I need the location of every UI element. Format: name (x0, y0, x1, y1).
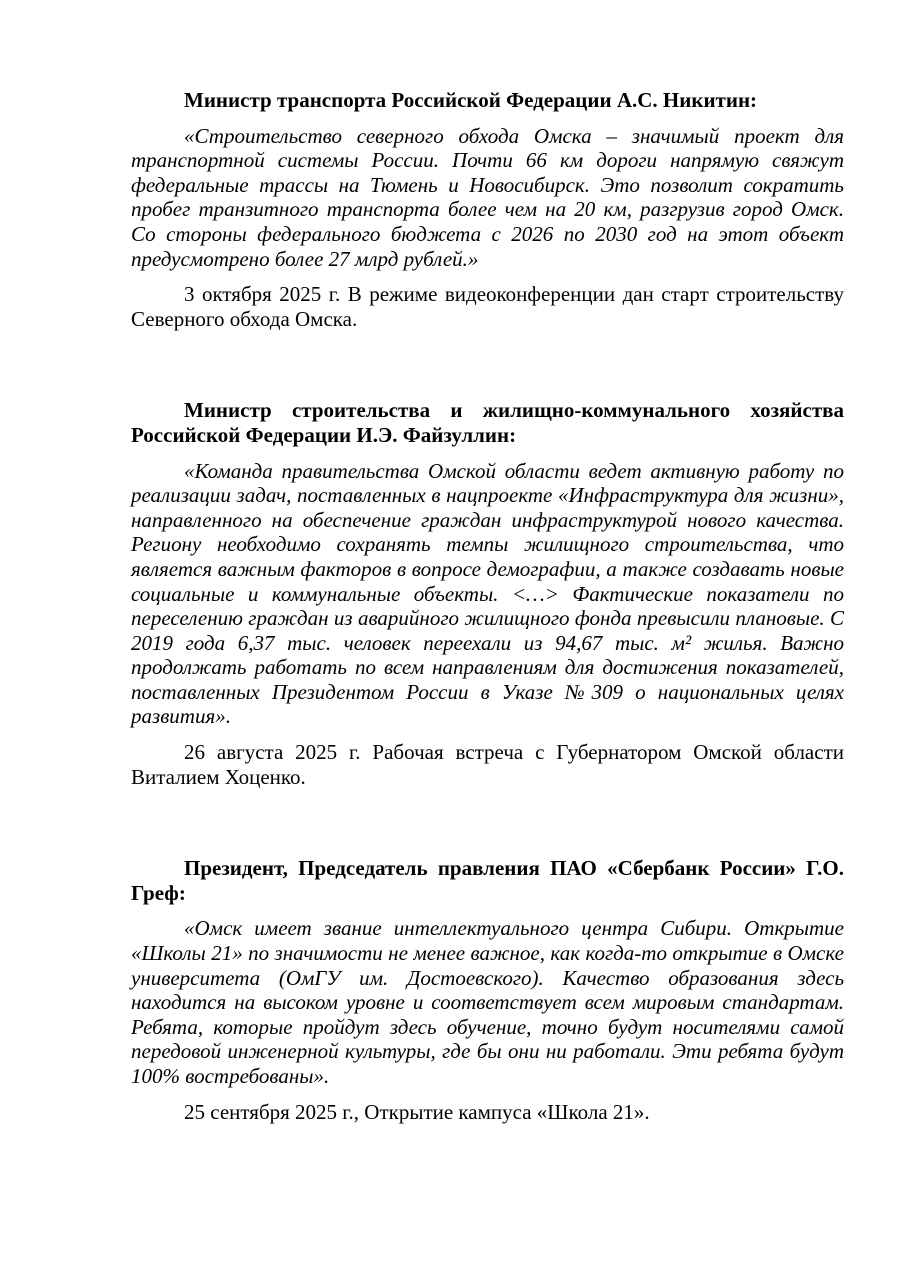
event-caption: 26 августа 2025 г. Рабочая встреча с Губернатором Омской области Виталием Хоценко. (131, 740, 844, 789)
event-caption: 25 сентября 2025 г., Открытие кампуса «Школа 21». (184, 1099, 650, 1124)
speaker-heading: Министр транспорта Российской Федерации А.С. Никитин: (184, 88, 758, 112)
document-page (131, 88, 844, 1124)
quote-section-transport-minister (131, 88, 844, 331)
event-caption: 3 октября 2025 г. В режиме видеоконференции дан старт строительству Северного обхода Омска. (131, 282, 844, 331)
quote-section-construction-minister (131, 398, 844, 789)
speaker-heading: Министр строительства и жилищно-коммунального хозяйства Российской Федерации И.Э. Файзуллин: (131, 398, 844, 447)
quote-section-sberbank-president (131, 856, 844, 1124)
quote-text: «Омск имеет звание интеллектуального центра Сибири. Открытие «Школы 21» по значимости не менее важное, как когда-то открытие в Омске университета (ОмГУ им. Достоевского). Качество образования здесь находится на высоком уровне и соответствует всем мировым стандартам. Ребята, которые пройдут здесь обучение, точно будут носителями самой передовой инженерной культуры, где бы они ни работали. Эти ребята будут 100% востребованы». (131, 916, 844, 1088)
speaker-heading: Президент, Председатель правления ПАО «Сбербанк России» Г.О. Греф: (131, 856, 844, 905)
quote-text: «Команда правительства Омской области ведет активную работу по реализации задач, поставленных в нацпроекте «Инфраструктура для жизни», направленного на обеспечение граждан инфраструктурой нового качества. Региону необходимо сохранять темпы жилищного строительства, что является важным факторов в вопросе демографии, а также создавать новые социальные и коммунальные объекты. <…> Фактические показатели по переселению граждан из аварийного жилищного фонда превысили плановые. С 2019 года 6,37 тыс. человек переехали из 94,67 тыс. м² жилья. Важно продолжать работать по всем направлениям для достижения показателей, поставленных Президентом России в Указе №309 о национальных целях развития». (131, 458, 844, 729)
quote-text: «Строительство северного обхода Омска – значимый проект для транспортной системы России. Почти 66 км дороги напрямую свяжут федеральные трассы на Тюмень и Новосибирск. Это позволит сократить пробег транзитного транспорта более чем на 20 км, разгрузив город Омск. Со стороны федерального бюджета с 2026 по 2030 год на этот объект предусмотрено более 27 млрд рублей.» (131, 123, 844, 271)
